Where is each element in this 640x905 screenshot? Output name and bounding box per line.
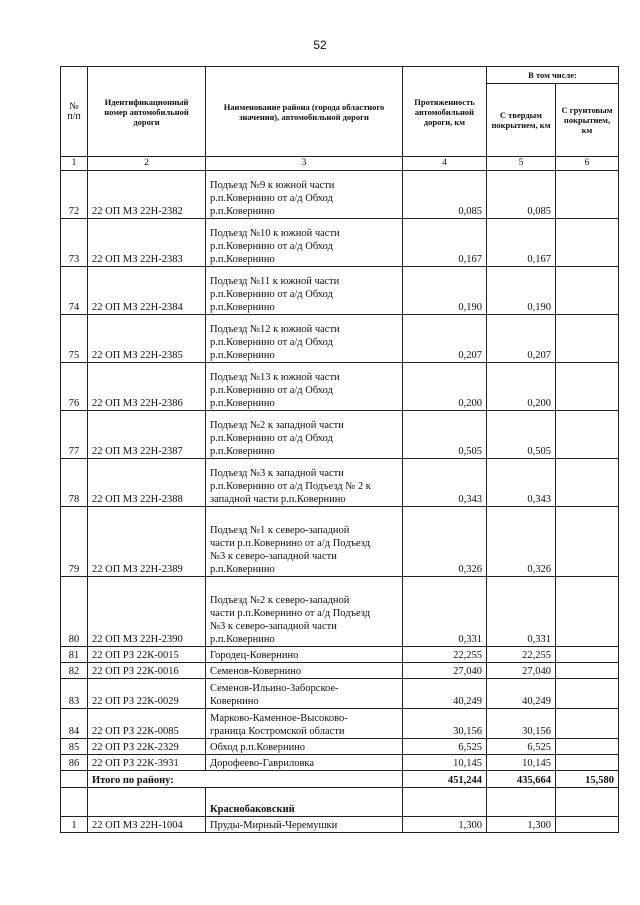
road-name-line: Городец-Ковернино — [210, 650, 299, 661]
road-name-line: части р.п.Ковернино от а/д Подъезд — [210, 608, 371, 619]
road-length: 0,331 — [403, 577, 487, 647]
road-hard-length: 0,505 — [487, 411, 556, 459]
road-name-line: Подъезд №3 к западной части — [210, 468, 344, 479]
road-id: 22 ОП МЗ 22Н-2386 — [88, 363, 206, 411]
road-id: 22 ОП МЗ 22Н-2387 — [88, 411, 206, 459]
roads-table — [60, 66, 619, 833]
road-hard-length: 10,145 — [487, 755, 556, 771]
road-ground-length — [556, 459, 619, 507]
road-id: 22 ОП РЗ 22К-0016 — [88, 663, 206, 679]
road-length: 0,505 — [403, 411, 487, 459]
column-number-row — [61, 157, 619, 171]
col-number: 1 — [61, 157, 88, 171]
road-hard-length: 0,085 — [487, 171, 556, 219]
road-name-line: р.п.Ковернино — [210, 302, 275, 313]
road-ground-length — [556, 267, 619, 315]
table-row — [61, 817, 619, 833]
road-length: 6,525 — [403, 739, 487, 755]
road-name — [206, 219, 403, 267]
road-ground-length — [556, 755, 619, 771]
page-number: 52 — [313, 38, 327, 52]
table-row — [61, 219, 619, 267]
road-name — [206, 171, 403, 219]
road-name-line: Подъезд №11 к южной части — [210, 276, 340, 287]
total-length: 451,244 — [403, 771, 487, 788]
road-id: 22 ОП МЗ 22Н-1004 — [88, 817, 206, 833]
road-hard-length: 0,331 — [487, 577, 556, 647]
table-row — [61, 647, 619, 663]
road-id: 22 ОП МЗ 22Н-2384 — [88, 267, 206, 315]
road-name-line: Марково-Каменное-Высоково- — [210, 713, 348, 724]
road-name-line: р.п.Ковернино — [210, 634, 275, 645]
road-name-line: Семенов-Ковернино — [210, 666, 302, 677]
row-number: 81 — [61, 647, 88, 663]
row-number: 77 — [61, 411, 88, 459]
road-name-line: р.п.Ковернино — [210, 206, 275, 217]
col-number: 6 — [556, 157, 619, 171]
row-number: 78 — [61, 459, 88, 507]
rows-body — [61, 171, 619, 771]
road-name — [206, 363, 403, 411]
table-row — [61, 411, 619, 459]
road-id: 22 ОП МЗ 22Н-2385 — [88, 315, 206, 363]
table-row — [61, 755, 619, 771]
road-name-line: р.п.Ковернино — [210, 564, 275, 575]
road-name-line: Подъезд №12 к южной части — [210, 324, 340, 335]
table-row — [61, 709, 619, 739]
road-ground-length — [556, 507, 619, 577]
road-name — [206, 739, 403, 755]
table-row — [61, 315, 619, 363]
row-number: 75 — [61, 315, 88, 363]
header-hard: С твердым покрытием, км — [487, 84, 556, 157]
road-ground-length — [556, 817, 619, 833]
road-name — [206, 817, 403, 833]
total-hard: 435,664 — [487, 771, 556, 788]
road-name-line: Подъезд №9 к южной части — [210, 180, 335, 191]
road-id: 22 ОП РЗ 22К-0015 — [88, 647, 206, 663]
row-number: 79 — [61, 507, 88, 577]
road-hard-length: 0,207 — [487, 315, 556, 363]
road-name-line: р.п.Ковернино от а/д Обход — [210, 385, 333, 396]
road-ground-length — [556, 663, 619, 679]
road-name-line: Дорофеево-Гавриловка — [210, 758, 315, 769]
row-number: 85 — [61, 739, 88, 755]
header-including: В том числе: — [487, 67, 619, 84]
col-number: 5 — [487, 157, 556, 171]
road-ground-length — [556, 709, 619, 739]
road-name — [206, 577, 403, 647]
district-row — [61, 788, 619, 817]
road-hard-length: 0,167 — [487, 219, 556, 267]
road-length: 1,300 — [403, 817, 487, 833]
road-id: 22 ОП РЗ 22К-0029 — [88, 679, 206, 709]
row-number: 82 — [61, 663, 88, 679]
road-name-line: р.п.Ковернино от а/д Обход — [210, 433, 333, 444]
header-num: № п/п — [61, 67, 88, 157]
road-hard-length: 30,156 — [487, 709, 556, 739]
row-number: 76 — [61, 363, 88, 411]
road-name-line: Пруды-Мирный-Черемушки — [210, 820, 338, 831]
road-name — [206, 459, 403, 507]
road-name-line: №3 к северо-западной части — [210, 621, 337, 632]
road-length: 0,085 — [403, 171, 487, 219]
road-name — [206, 507, 403, 577]
table-row — [61, 577, 619, 647]
road-hard-length: 0,343 — [487, 459, 556, 507]
road-length: 10,145 — [403, 755, 487, 771]
road-name-line: №3 к северо-западной части — [210, 551, 337, 562]
table-row — [61, 459, 619, 507]
road-name-line: р.п.Ковернино от а/д Обход — [210, 289, 333, 300]
total-row — [61, 771, 619, 788]
col-number: 2 — [88, 157, 206, 171]
road-name-line: Подъезд №13 к южной части — [210, 372, 340, 383]
road-name — [206, 663, 403, 679]
header-length: Протяженность автомобильной дороги, км — [403, 67, 487, 157]
road-length: 0,190 — [403, 267, 487, 315]
road-id: 22 ОП МЗ 22Н-2388 — [88, 459, 206, 507]
road-length: 0,167 — [403, 219, 487, 267]
road-id: 22 ОП РЗ 22К-0085 — [88, 709, 206, 739]
road-name-line: р.п.Ковернино — [210, 446, 275, 457]
header-ground: С грунтовым покрытием, км — [556, 84, 619, 157]
table-row — [61, 739, 619, 755]
road-length: 0,326 — [403, 507, 487, 577]
road-name — [206, 679, 403, 709]
road-name — [206, 755, 403, 771]
total-label: Итого по району: — [88, 771, 403, 788]
road-hard-length: 0,190 — [487, 267, 556, 315]
total-ground: 15,580 — [556, 771, 619, 788]
road-ground-length — [556, 679, 619, 709]
road-length: 40,249 — [403, 679, 487, 709]
row-number: 83 — [61, 679, 88, 709]
row-number: 73 — [61, 219, 88, 267]
road-name-line: граница Костромской области — [210, 726, 345, 737]
road-id: 22 ОП МЗ 22Н-2390 — [88, 577, 206, 647]
road-length: 0,207 — [403, 315, 487, 363]
row-number: 1 — [61, 817, 88, 833]
road-name-line: р.п.Ковернино от а/д Обход — [210, 337, 333, 348]
road-hard-length: 1,300 — [487, 817, 556, 833]
road-hard-length: 40,249 — [487, 679, 556, 709]
road-id: 22 ОП МЗ 22Н-2383 — [88, 219, 206, 267]
road-name — [206, 647, 403, 663]
next-rows-body — [61, 817, 619, 833]
road-name — [206, 267, 403, 315]
table-row — [61, 679, 619, 709]
road-id: 22 ОП МЗ 22Н-2382 — [88, 171, 206, 219]
road-length: 0,343 — [403, 459, 487, 507]
header-name: Наименование района (города областного значения), автомобильной дороги — [206, 67, 403, 157]
road-ground-length — [556, 171, 619, 219]
road-name-line: р.п.Ковернино — [210, 254, 275, 265]
row-number: 80 — [61, 577, 88, 647]
road-name — [206, 411, 403, 459]
road-hard-length: 0,200 — [487, 363, 556, 411]
road-hard-length: 27,040 — [487, 663, 556, 679]
road-name-line: Подъезд №2 к западной части — [210, 420, 344, 431]
road-length: 27,040 — [403, 663, 487, 679]
road-ground-length — [556, 219, 619, 267]
road-hard-length: 0,326 — [487, 507, 556, 577]
road-name-line: р.п.Ковернино — [210, 350, 275, 361]
table-row — [61, 363, 619, 411]
road-hard-length: 22,255 — [487, 647, 556, 663]
table-row — [61, 267, 619, 315]
district-name: Краснобаковский — [206, 788, 403, 817]
row-number: 86 — [61, 755, 88, 771]
road-name-line: р.п.Ковернино — [210, 398, 275, 409]
road-ground-length — [556, 411, 619, 459]
row-number: 84 — [61, 709, 88, 739]
road-id: 22 ОП МЗ 22Н-2389 — [88, 507, 206, 577]
road-name-line: р.п.Ковернино от а/д Обход — [210, 193, 333, 204]
table-row — [61, 171, 619, 219]
road-length: 22,255 — [403, 647, 487, 663]
road-name — [206, 315, 403, 363]
road-name — [206, 709, 403, 739]
road-ground-length — [556, 739, 619, 755]
road-name-line: р.п.Ковернино от а/д Подъезд № 2 к — [210, 481, 371, 492]
road-name-line: Семенов-Ильино-Заборское- — [210, 683, 339, 694]
road-name-line: Ковернино — [210, 696, 259, 707]
road-id: 22 ОП РЗ 22К-2329 — [88, 739, 206, 755]
col-number: 4 — [403, 157, 487, 171]
road-name-line: Подъезд №1 к северо-западной — [210, 525, 350, 536]
row-number: 72 — [61, 171, 88, 219]
road-name-line: Подъезд №10 к южной части — [210, 228, 340, 239]
road-hard-length: 6,525 — [487, 739, 556, 755]
table-row — [61, 507, 619, 577]
road-length: 30,156 — [403, 709, 487, 739]
header-id: Идентификационный номер автомобильной дороги — [88, 67, 206, 157]
road-ground-length — [556, 647, 619, 663]
col-number: 3 — [206, 157, 403, 171]
road-id: 22 ОП РЗ 22К-3931 — [88, 755, 206, 771]
road-name-line: Обход р.п.Ковернино — [210, 742, 306, 753]
road-name-line: части р.п.Ковернино от а/д Подъезд — [210, 538, 371, 549]
road-ground-length — [556, 577, 619, 647]
road-name-line: Подъезд №2 к северо-западной — [210, 595, 350, 606]
road-name-line: западной части р.п.Ковернино — [210, 494, 346, 505]
road-length: 0,200 — [403, 363, 487, 411]
table-row — [61, 663, 619, 679]
road-ground-length — [556, 363, 619, 411]
road-ground-length — [556, 315, 619, 363]
road-name-line: р.п.Ковернино от а/д Обход — [210, 241, 333, 252]
row-number: 74 — [61, 267, 88, 315]
